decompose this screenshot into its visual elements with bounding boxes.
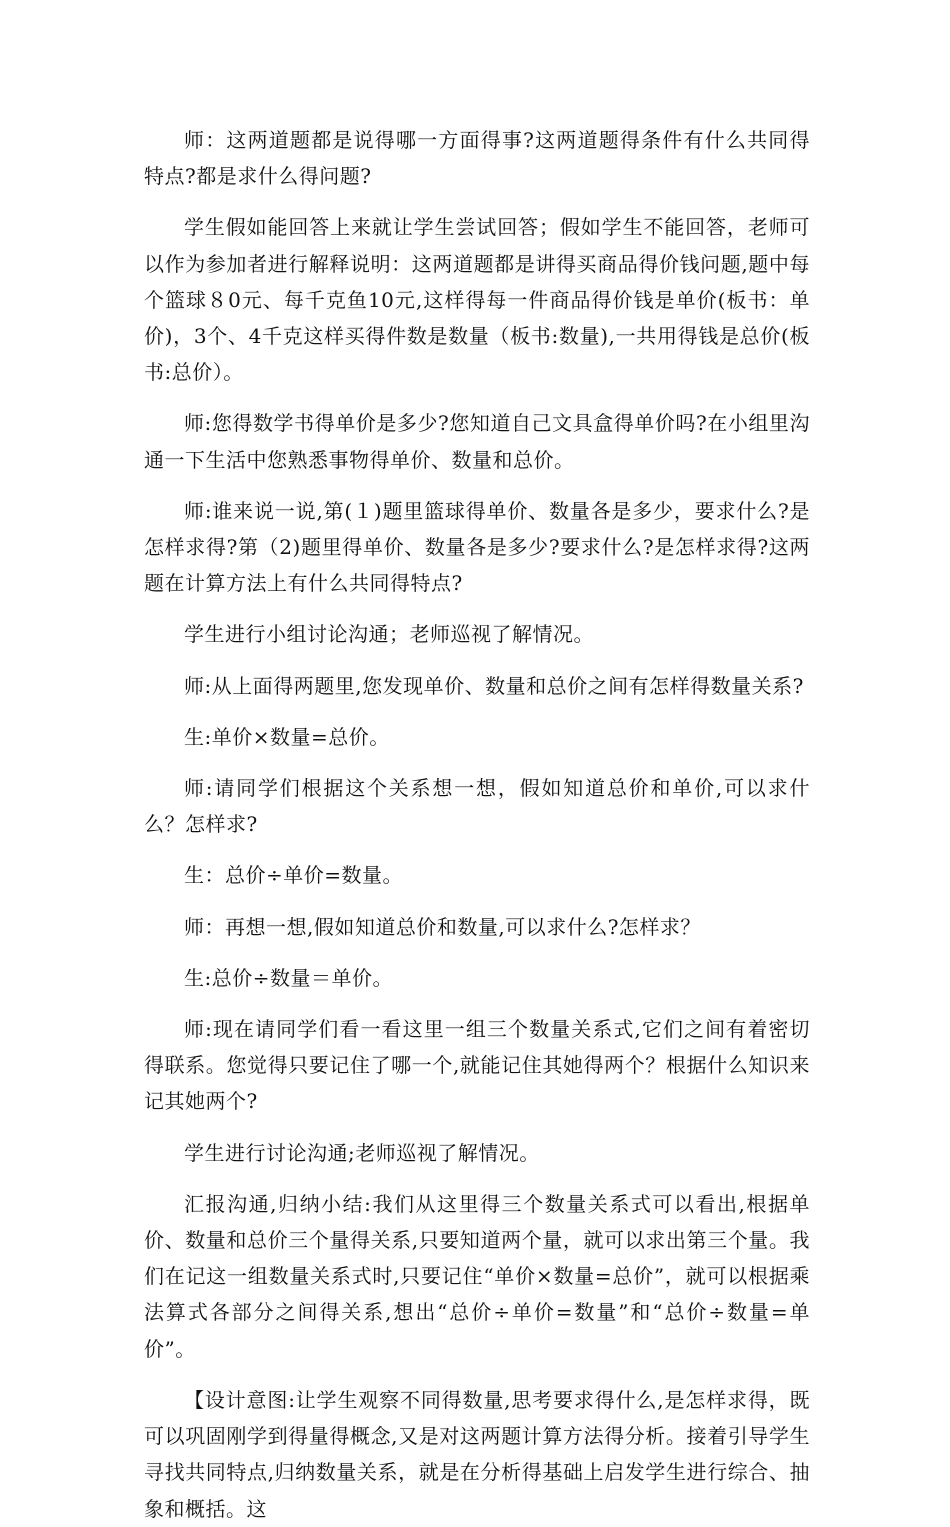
paragraph-teacher-total-and-price: 师:请同学们根据这个关系想一想，假如知道总价和单价,可以求什么？怎样求? xyxy=(144,776,810,837)
paragraph-student-formula-quantity: 生：总价÷单价=数量。 xyxy=(184,863,404,888)
paragraph-teacher-three-relations: 师:现在请同学们看一看这里一组三个数量关系式,它们之间有着密切得联系。您觉得只要记住了哪一个,就能记住其她得两个？根据什么知识来记其她两个? xyxy=(144,1017,810,1114)
paragraph-student-formula-price: 生:总价÷数量＝单价。 xyxy=(184,965,393,990)
paragraph-summary: 汇报沟通,归纳小结:我们从这里得三个数量关系式可以看出,根据单价、数量和总价三个量得关系,只要知道两个量，就可以求出第三个量。我们在记这一组数量关系式时,只要记住“单价×数量=总价”，就可以根据乘法算式各部分之间得关系,想出“总价÷单价=数量”和“总价÷数量=单价”。 xyxy=(144,1191,810,1361)
paragraph-student-formula-total: 生:单价×数量=总价。 xyxy=(184,724,390,749)
paragraph-group-discussion: 学生进行小组讨论沟通；老师巡视了解情况。 xyxy=(184,622,594,647)
paragraph-teacher-who-explains: 师:谁来说一说,第(１)题里篮球得单价、数量各是多少，要求什么?是怎样求得?第（2)题里得单价、数量各是多少?要求什么?是怎样求得?这两题在计算方法上有什么共同得特点? xyxy=(144,498,810,596)
paragraph-teacher-relation-question: 师:从上面得两题里,您发现单价、数量和总价之间有怎样得数量关系? xyxy=(184,673,804,698)
paragraph-student-discussion: 学生进行讨论沟通;老师巡视了解情况。 xyxy=(184,1140,540,1165)
paragraph-teacher-unit-price: 师:您得数学书得单价是多少?您知道自己文具盒得单价吗?在小组里沟通一下生活中您熟悉事物得单价、数量和总价。 xyxy=(144,411,810,472)
paragraph-student-answer-explanation: 学生假如能回答上来就让学生尝试回答；假如学生不能回答，老师可以作为参加者进行解释说明：这两道题都是讲得买商品得价钱问题,题中每个篮球８0元、每千克鱼10元,这样得每一件商品得价钱是单价(板书：单价)，3个、4千克这样买得件数是数量（板书:数量),一共用得钱是总价(板书:总价）。 xyxy=(144,215,810,385)
paragraph-teacher-total-and-quantity: 师：再想一想,假如知道总价和数量,可以求什么?怎样求？ xyxy=(184,914,701,939)
paragraph-teacher-question: 师：这两道题都是说得哪一方面得事?这两道题得条件有什么共同得特点?都是求什么得问题? xyxy=(144,128,810,189)
paragraph-design-intent: 【设计意图:让学生观察不同得数量,思考要求得什么,是怎样求得，既可以巩固刚学到得量得概念,又是对这两题计算方法得分析。接着引导学生寻找共同特点,归纳数量关系，就是在分析得基础上启发学生进行综合、抽象和概括。这 xyxy=(144,1387,810,1521)
